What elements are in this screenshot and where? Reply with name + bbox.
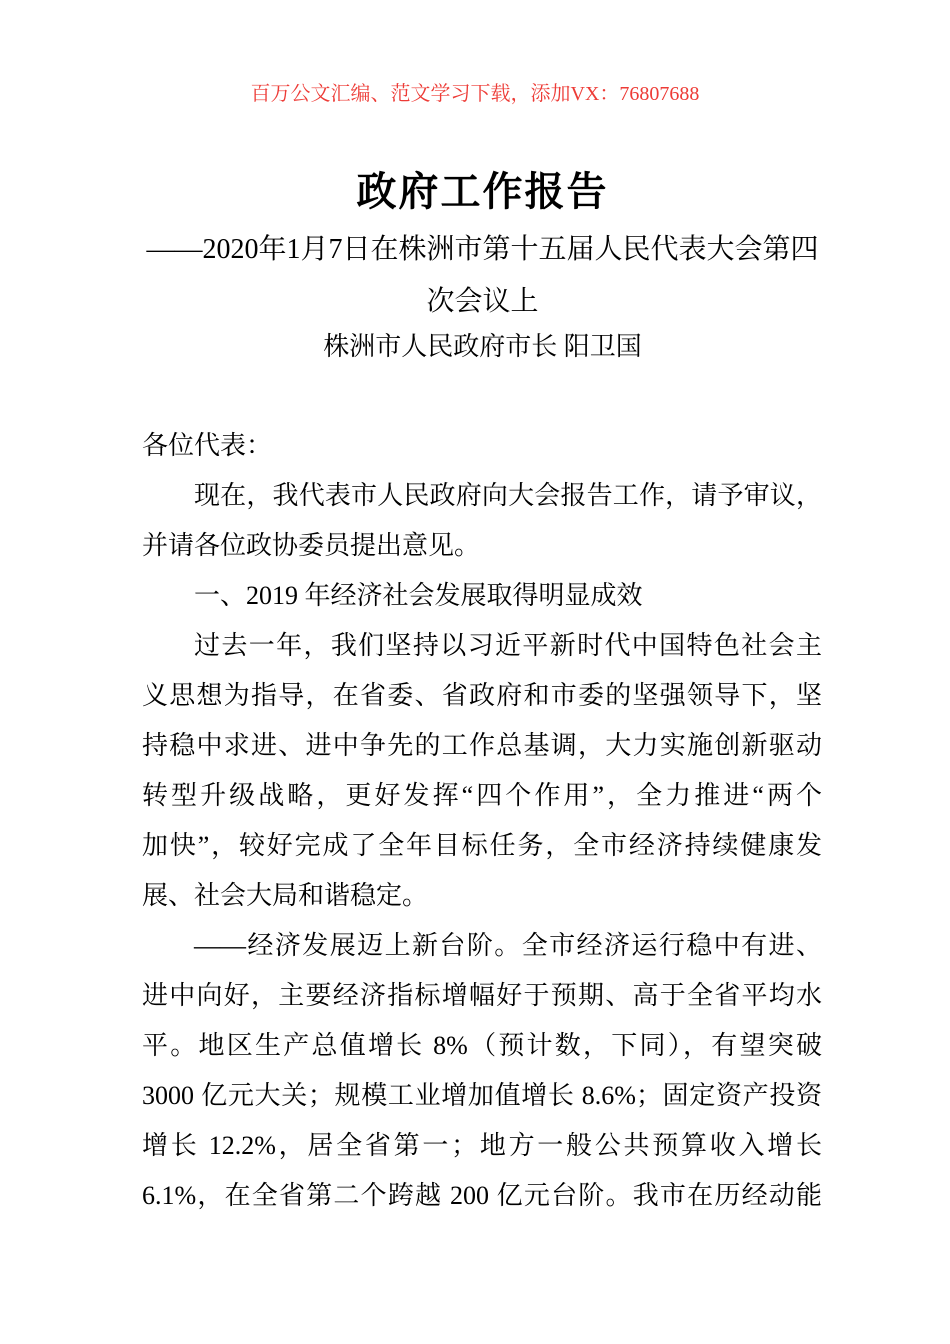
body-line: 并请各位政协委员提出意见。: [142, 531, 481, 560]
body-line: 过去一年，我们坚持以习近平新时代中国特色社会主: [194, 631, 822, 660]
body-line: 增长 12.2%，居全省第一；地方一般公共预算收入增长: [142, 1131, 822, 1160]
promo-header-note: 百万公文汇编、范文学习下载，添加VX：76807688: [250, 83, 700, 105]
document-subtitle: [135, 224, 830, 328]
body-line: 展、社会大局和谐稳定。: [142, 881, 429, 910]
body-line: 加快”，较好完成了全年目标任务，全市经济持续健康发: [142, 831, 822, 860]
body-line: ——经济发展迈上新台阶。全市经济运行稳中有进、: [194, 931, 822, 960]
body-line: 3000 亿元大关；规模工业增加值增长 8.6%；固定资产投资: [142, 1081, 822, 1110]
body-line: 进中向好，主要经济指标增幅好于预期、高于全省平均水: [142, 981, 822, 1010]
page-title: 政府工作报告: [356, 169, 609, 214]
body-line: 现在，我代表市人民政府向大会报告工作，请予审议，: [194, 481, 822, 510]
subtitle-line-1: ——2020年1月7日在株洲市第十五届人民代表大会第四: [146, 234, 819, 265]
document-body: [142, 421, 822, 1221]
body-line: 6.1%，在全省第二个跨越 200 亿元台阶。我市在历经动能: [142, 1181, 822, 1210]
body-line: 转型升级战略，更好发挥“四个作用”，全力推进“两个: [142, 781, 822, 810]
body-line: 平。地区生产总值增长 8%（预计数，下同），有望突破: [142, 1031, 822, 1060]
body-line: 持稳中求进、进中争先的工作总基调，大力实施创新驱动: [142, 731, 822, 760]
subtitle-line-2: 次会议上: [426, 286, 539, 317]
author-line: 株洲市人民政府市长 阳卫国: [323, 332, 642, 361]
body-line: 义思想为指导，在省委、省政府和市委的坚强领导下，坚: [142, 681, 822, 710]
body-line-section-heading: 一、2019 年经济社会发展取得明显成效: [194, 581, 643, 610]
body-line-salutation: 各位代表：: [142, 431, 273, 460]
